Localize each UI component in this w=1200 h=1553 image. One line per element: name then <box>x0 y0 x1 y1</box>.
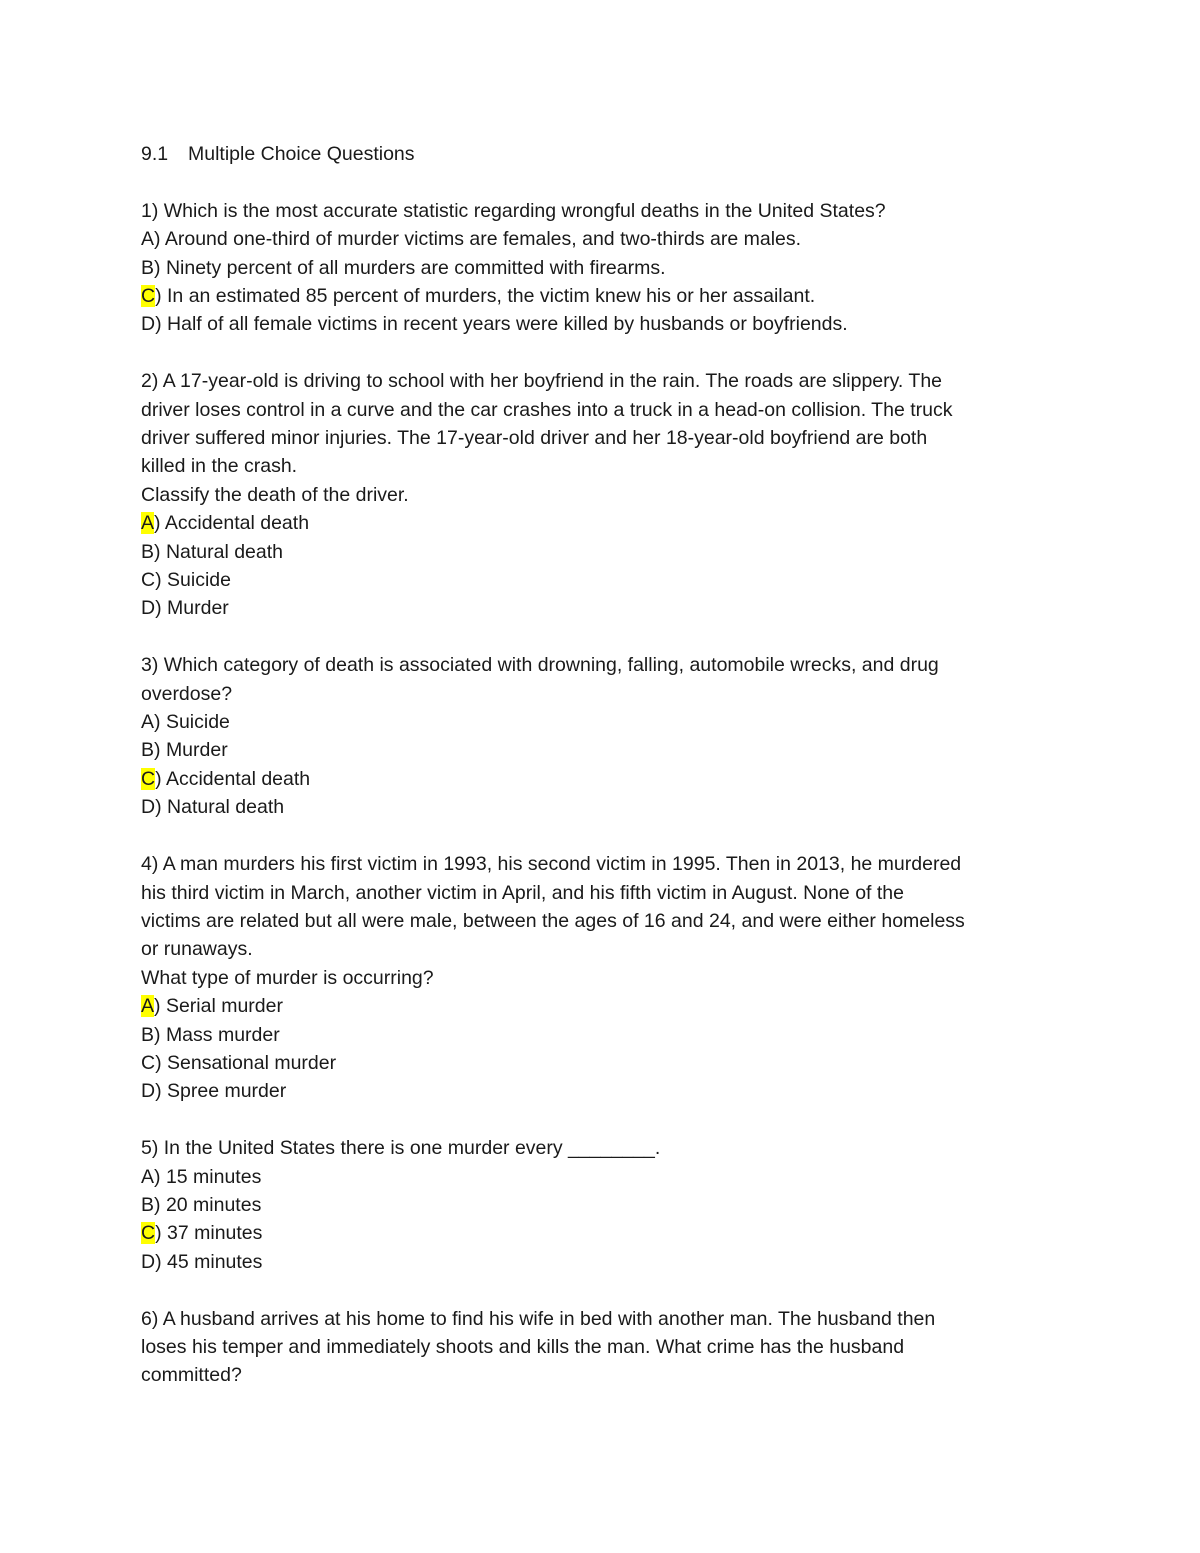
answer-letter: D <box>141 796 156 819</box>
answer-text: Murder <box>167 597 229 620</box>
answer-letter: B <box>141 540 155 563</box>
answer-letter: C <box>141 569 156 592</box>
answer-option: C) 37 minutes <box>141 1222 263 1245</box>
answer-option: A) Suicide <box>141 711 230 734</box>
answer-letter: B <box>141 256 155 279</box>
question-stem-continued <box>141 1361 1071 1389</box>
question-number: 5) <box>141 1137 159 1160</box>
spacer <box>141 623 1071 651</box>
answer-text: Suicide <box>165 711 230 734</box>
answer-text: 20 minutes <box>165 1193 262 1216</box>
answer-text: Around one-third of murder victims are females, and two-thirds are males. <box>164 228 802 251</box>
question-stem-continued <box>141 907 1071 935</box>
question-text: victims are related but all were male, between the ages of 16 and 24, and were either homeless <box>141 909 965 932</box>
question-number: 2) <box>141 370 159 393</box>
question-text: committed? <box>141 1364 242 1387</box>
question-text: A man murders his first victim in 1993, his second victim in 1995. Then in 2013, he murdered <box>162 853 962 876</box>
question-stem-continued <box>141 1333 1071 1361</box>
document-content <box>141 140 1071 1390</box>
answer-text: Natural death <box>167 796 285 819</box>
answer-letter: D <box>141 1250 156 1273</box>
answer-letter-highlighted: A <box>141 995 155 1018</box>
answer-option: D) Spree murder <box>141 1080 287 1103</box>
answer-text: 15 minutes <box>165 1165 262 1188</box>
answer-text: Mass murder <box>165 1023 280 1046</box>
question-list <box>141 197 1071 1390</box>
section-title: Multiple Choice Questions <box>188 143 415 165</box>
question-prompt: Classify the death of the driver. <box>141 483 409 506</box>
answer-letter: A <box>141 228 155 251</box>
answer-option: C) In an estimated 85 percent of murders, the victim knew his or her assailant. <box>141 285 816 308</box>
question-block <box>141 367 1071 623</box>
answer-letter: A <box>141 1165 155 1188</box>
question-stem-continued <box>141 424 1071 452</box>
answer-option: A) Accidental death <box>141 512 310 535</box>
answer-letter-highlighted: A <box>141 512 155 535</box>
question-text: In the United States there is one murder every ________. <box>163 1137 661 1160</box>
answer-option: B) Mass murder <box>141 1023 280 1046</box>
question-block <box>141 1134 1071 1276</box>
spacer <box>141 339 1071 367</box>
answer-option: A) 15 minutes <box>141 1165 262 1188</box>
question-block <box>141 651 1071 821</box>
answer-option: C) Sensational murder <box>141 1051 337 1074</box>
spacer <box>141 1276 1071 1304</box>
question-stem <box>141 850 1071 878</box>
question-block <box>141 1305 1071 1390</box>
answer-text: Half of all female victims in recent years were killed by husbands or boyfriends. <box>167 313 848 336</box>
answer-option: B) 20 minutes <box>141 1193 262 1216</box>
answer-text: In an estimated 85 percent of murders, the victim knew his or her assailant. <box>167 285 816 308</box>
question-text: his third victim in March, another victim in April, and his fifth victim in August. None of the <box>141 881 904 904</box>
answer-letter: A <box>141 711 155 734</box>
section-number: 9.1 <box>141 143 169 165</box>
answer-text: Serial murder <box>165 995 283 1018</box>
answer-letter-highlighted: C <box>141 1222 156 1245</box>
question-number: 3) <box>141 654 159 677</box>
answer-letter: D <box>141 1080 156 1103</box>
question-text: Which is the most accurate statistic regarding wrongful deaths in the United States? <box>163 199 886 222</box>
answer-text: Ninety percent of all murders are committed with firearms. <box>165 256 666 279</box>
answer-option: D) Murder <box>141 597 229 620</box>
question-block <box>141 197 1071 339</box>
answer-option: B) Ninety percent of all murders are committed with firearms. <box>141 256 666 279</box>
answer-letter: B <box>141 1193 155 1216</box>
answer-option: C) Accidental death <box>141 767 311 790</box>
question-text: A 17-year-old is driving to school with her boyfriend in the rain. The roads are slippery. The <box>162 370 943 393</box>
question-block <box>141 850 1071 1106</box>
spacer <box>141 822 1071 850</box>
answer-option: C) Suicide <box>141 569 231 592</box>
answer-letter: B <box>141 739 155 762</box>
answer-option: B) Natural death <box>141 540 284 563</box>
spacer <box>141 168 1071 196</box>
answer-letter: B <box>141 1023 155 1046</box>
answer-letter-highlighted: C <box>141 767 156 790</box>
question-text: driver loses control in a curve and the car crashes into a truck in a head-on collision. The truck <box>141 398 953 421</box>
question-text: loses his temper and immediately shoots and kills the man. What crime has the husband <box>141 1335 905 1358</box>
question-stem-continued <box>141 680 1071 708</box>
answer-text: Accidental death <box>164 512 310 535</box>
question-text: killed in the crash. <box>141 455 298 478</box>
answer-text: Sensational murder <box>167 1051 337 1074</box>
question-number: 6) <box>141 1307 159 1330</box>
question-stem-continued <box>141 396 1071 424</box>
answer-letter-highlighted: C <box>141 285 156 308</box>
answer-text: Spree murder <box>167 1080 287 1103</box>
answer-letter: D <box>141 313 156 336</box>
answer-option: D) Natural death <box>141 796 285 819</box>
question-stem <box>141 197 1071 225</box>
question-stem-continued <box>141 935 1071 963</box>
answer-option: B) Murder <box>141 739 228 762</box>
answer-letter: C <box>141 1051 156 1074</box>
question-prompt: What type of murder is occurring? <box>141 966 434 989</box>
question-stem <box>141 1134 1071 1162</box>
question-stem-continued <box>141 452 1071 480</box>
spacer <box>141 1106 1071 1134</box>
question-stem <box>141 651 1071 679</box>
answer-text: Natural death <box>165 540 284 563</box>
question-stem-continued <box>141 879 1071 907</box>
answer-text: Accidental death <box>165 767 311 790</box>
answer-option: D) 45 minutes <box>141 1250 263 1273</box>
answer-text: Suicide <box>167 569 231 592</box>
answer-text: 45 minutes <box>167 1250 263 1273</box>
answer-letter: D <box>141 597 156 620</box>
section-heading <box>141 140 1071 168</box>
question-text: driver suffered minor injuries. The 17-year-old driver and her 18-year-old boyfriend are both <box>141 427 928 450</box>
question-text: Which category of death is associated with drowning, falling, automobile wrecks, and drug <box>163 654 939 677</box>
answer-option: A) Serial murder <box>141 995 283 1018</box>
question-number: 1) <box>141 199 159 222</box>
question-number: 4) <box>141 853 159 876</box>
question-text: A husband arrives at his home to find his wife in bed with another man. The husband then <box>162 1307 936 1330</box>
question-stem <box>141 367 1071 395</box>
answer-text: Murder <box>165 739 228 762</box>
question-text: or runaways. <box>141 938 253 961</box>
answer-option: A) Around one-third of murder victims are females, and two-thirds are males. <box>141 228 802 251</box>
answer-option: D) Half of all female victims in recent years were killed by husbands or boyfriends. <box>141 313 848 336</box>
answer-text: 37 minutes <box>167 1222 263 1245</box>
question-text: overdose? <box>141 682 233 705</box>
question-stem <box>141 1305 1071 1333</box>
